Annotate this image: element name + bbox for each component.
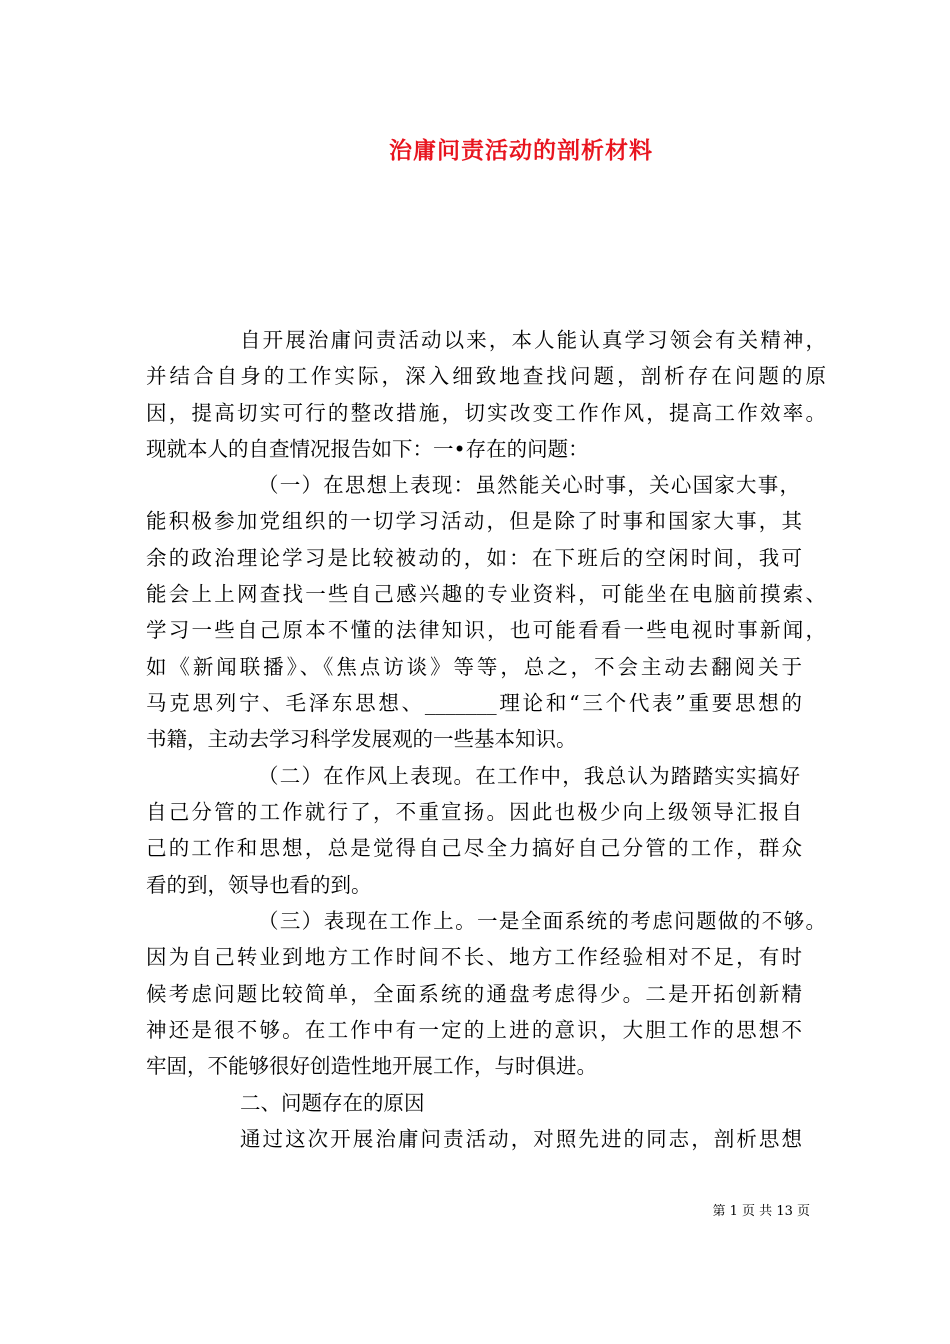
body-line: 现就本人的自查情况报告如下：一•存在的问题： [146,437,589,461]
body-line: 能积极参加党组织的一切学习活动，但是除了时事和国家大事，其 [146,509,802,533]
body-line: 因，提高切实可行的整改措施，切实改变工作作风，提高工作效率。 [146,401,826,425]
page-number: 第 1 页 共 13 页 [712,1204,810,1219]
body-line: （三）表现在工作上。一是全面系统的考虑问题做的不够。 [258,909,826,933]
body-line: 马克思列宁、毛泽东思想、_______理论和“三个代表”重要思想的 [146,691,802,715]
body-line: 自己分管的工作就行了，不重宣扬。因此也极少向上级领导汇报自 [146,800,802,824]
body-line: （二）在作风上表现。在工作中，我总认为踏踏实实搞好 [258,764,800,788]
body-line: 牢固，不能够很好创造性地开展工作，与时俱进。 [146,1054,597,1078]
body-line: 学习一些自己原本不懂的法律知识，也可能看看一些电视时事新闻， [146,618,826,642]
body-line: 并结合自身的工作实际，深入细致地查找问题，剖析存在问题的原 [146,364,826,388]
body-line: 能会上上网查找一些自己感兴趣的专业资料，可能坐在电脑前摸索、 [146,582,826,606]
body-line: 如《新闻联播》、《焦点访谈》等等，总之，不会主动去翻阅关于 [146,655,802,679]
body-line: 神还是很不够。在工作中有一定的上进的意识，大胆工作的思想不 [146,1018,802,1042]
body-line: （一）在思想上表现：虽然能关心时事，关心国家大事， [258,473,800,497]
body-line: 看的到，领导也看的到。 [146,873,372,897]
document-title: 治庸问责活动的剖析材料 [389,137,653,164]
body-line: 自开展治庸问责活动以来，本人能认真学习领会有关精神， [240,328,826,352]
body-line: 通过这次开展治庸问责活动，对照先进的同志，剖析思想 [240,1127,802,1151]
section-heading: 二、问题存在的原因 [240,1091,425,1115]
body-line: 余的政治理论学习是比较被动的，如：在下班后的空闲时间，我可 [146,546,802,570]
body-line: 候考虑问题比较简单，全面系统的通盘考虑得少。二是开拓创新精 [146,982,802,1006]
body-line: 己的工作和思想，总是觉得自己尽全力搞好自己分管的工作，群众 [146,836,802,860]
body-line: 因为自己转业到地方工作时间不长、地方工作经验相对不足，有时 [146,945,802,969]
body-line: 书籍，主动去学习科学发展观的一些基本知识。 [146,727,577,751]
